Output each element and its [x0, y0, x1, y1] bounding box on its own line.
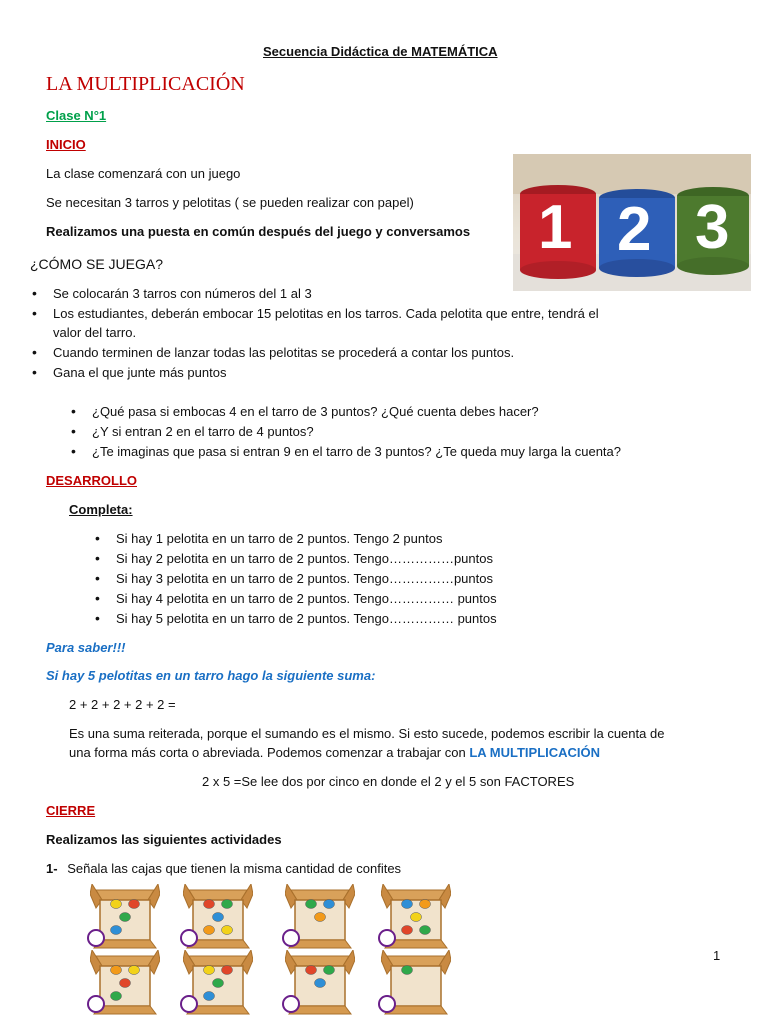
inicio-bold-line: Realizamos una puesta en común después del juego y conversamos [46, 224, 471, 239]
candy [204, 992, 215, 1001]
candy [420, 900, 431, 909]
question-item: • ¿Te imaginas que pasa si entran 9 en el tarro de 3 puntos? ¿Te queda muy larga la cuenta? [92, 444, 621, 459]
candy [111, 992, 122, 1001]
completa-item: • Si hay 1 pelotita en un tarro de 2 puntos. Tengo 2 puntos [116, 531, 442, 546]
question-item: • ¿Qué pasa si embocas 4 en el tarro de 3 puntos? ¿Qué cuenta debes hacer? [92, 404, 539, 419]
candy [129, 900, 140, 909]
completa-item: • Si hay 2 pelotita en un tarro de 2 puntos. Tengo……………puntos [116, 551, 493, 566]
clase-label: Clase N°1 [46, 108, 107, 123]
candy [411, 913, 422, 922]
jar-3-number: 3 [695, 193, 730, 262]
factores-line: 2 x 5 =Se lee dos por cinco en donde el 2 y el 5 son FACTORES [202, 774, 575, 789]
main-title: LA MULTIPLICACIÓN [46, 73, 245, 95]
answer-circle[interactable] [180, 995, 198, 1013]
candy [222, 966, 233, 975]
answer-circle[interactable] [378, 995, 396, 1013]
candy [213, 913, 224, 922]
answer-circle[interactable] [282, 929, 300, 947]
cierre-heading: CIERRE [46, 803, 96, 818]
completa-item: • Si hay 3 pelotita en un tarro de 2 puntos. Tengo……………puntos [116, 571, 493, 586]
jar-2-number: 2 [617, 195, 652, 264]
rule-item: • Cuando terminen de lanzar todas las pelotitas se procederá a contar los puntos. [53, 345, 514, 360]
completa-item: • Si hay 4 pelotita en un tarro de 2 puntos. Tengo…………… puntos [116, 591, 497, 606]
inicio-heading: INICIO [46, 137, 86, 152]
jar-1-number: 1 [538, 193, 573, 262]
actividad-1 [46, 861, 401, 876]
completa-label: Completa: [69, 502, 133, 517]
answer-circle[interactable] [87, 995, 105, 1013]
answer-circle[interactable] [378, 929, 396, 947]
candy [204, 900, 215, 909]
rule-item: • Los estudiantes, deberán embocar 15 pelotitas en los tarros. Cada pelotita que entre, tendrá el [53, 306, 599, 321]
candy [324, 966, 335, 975]
candy [204, 926, 215, 935]
candy [213, 979, 224, 988]
desarrollo-heading: DESARROLLO [46, 473, 137, 488]
suma-expression: 2 + 2 + 2 + 2 + 2 = [69, 697, 176, 712]
candy [306, 966, 317, 975]
candy [120, 979, 131, 988]
candy [111, 900, 122, 909]
question-item: • ¿Y si entran 2 en el tarro de 4 puntos? [92, 424, 314, 439]
candy [315, 979, 326, 988]
candy [111, 926, 122, 935]
como-se-juega: ¿CÓMO SE JUEGA? [30, 256, 164, 272]
candy [324, 900, 335, 909]
actividad-number: 1- [46, 861, 58, 876]
candy [420, 926, 431, 935]
explicacion-line-1: Es una suma reiterada, porque el sumando es el mismo. Si esto sucede, podemos escribir la cuenta de [69, 726, 665, 741]
candy [402, 900, 413, 909]
completa-item: • Si hay 5 pelotita en un tarro de 2 puntos. Tengo…………… puntos [116, 611, 497, 626]
inicio-line-2: Se necesitan 3 tarros y pelotitas ( se pueden realizar con papel) [46, 195, 414, 210]
answer-circle[interactable] [87, 929, 105, 947]
para-saber: Para saber!!! [46, 640, 126, 655]
explicacion-line-2 [69, 745, 600, 760]
candy [306, 900, 317, 909]
candy [402, 966, 413, 975]
answer-circle[interactable] [282, 995, 300, 1013]
candy [204, 966, 215, 975]
candy [315, 913, 326, 922]
actividades-label: Realizamos las siguientes actividades [46, 832, 282, 847]
suma-intro: Si hay 5 pelotitas en un tarro hago la siguiente suma: [46, 668, 376, 683]
answer-circle[interactable] [180, 929, 198, 947]
candy [222, 926, 233, 935]
candy [111, 966, 122, 975]
candy [120, 913, 131, 922]
explicacion-text: una forma más corta o abreviada. Podemos comenzar a trabajar con [69, 745, 466, 760]
jars-photo [513, 154, 751, 291]
actividad-consigna: Señala las cajas que tienen la misma cantidad de confites [67, 861, 402, 876]
inicio-line-1: La clase comenzará con un juego [46, 166, 241, 181]
candy [222, 900, 233, 909]
multiplicacion-highlight: LA MULTIPLICACIÓN [469, 745, 601, 760]
candy [402, 926, 413, 935]
doc-header-title: Secuencia Didáctica de MATEMÁTICA [263, 44, 498, 59]
candy [129, 966, 140, 975]
page-number: 1 [713, 948, 721, 963]
rule-item: • Gana el que junte más puntos [53, 365, 226, 380]
rule-item: • Se colocarán 3 tarros con números del 1 al 3 [53, 286, 312, 301]
rule-item-continuation: valor del tarro. [53, 325, 137, 340]
